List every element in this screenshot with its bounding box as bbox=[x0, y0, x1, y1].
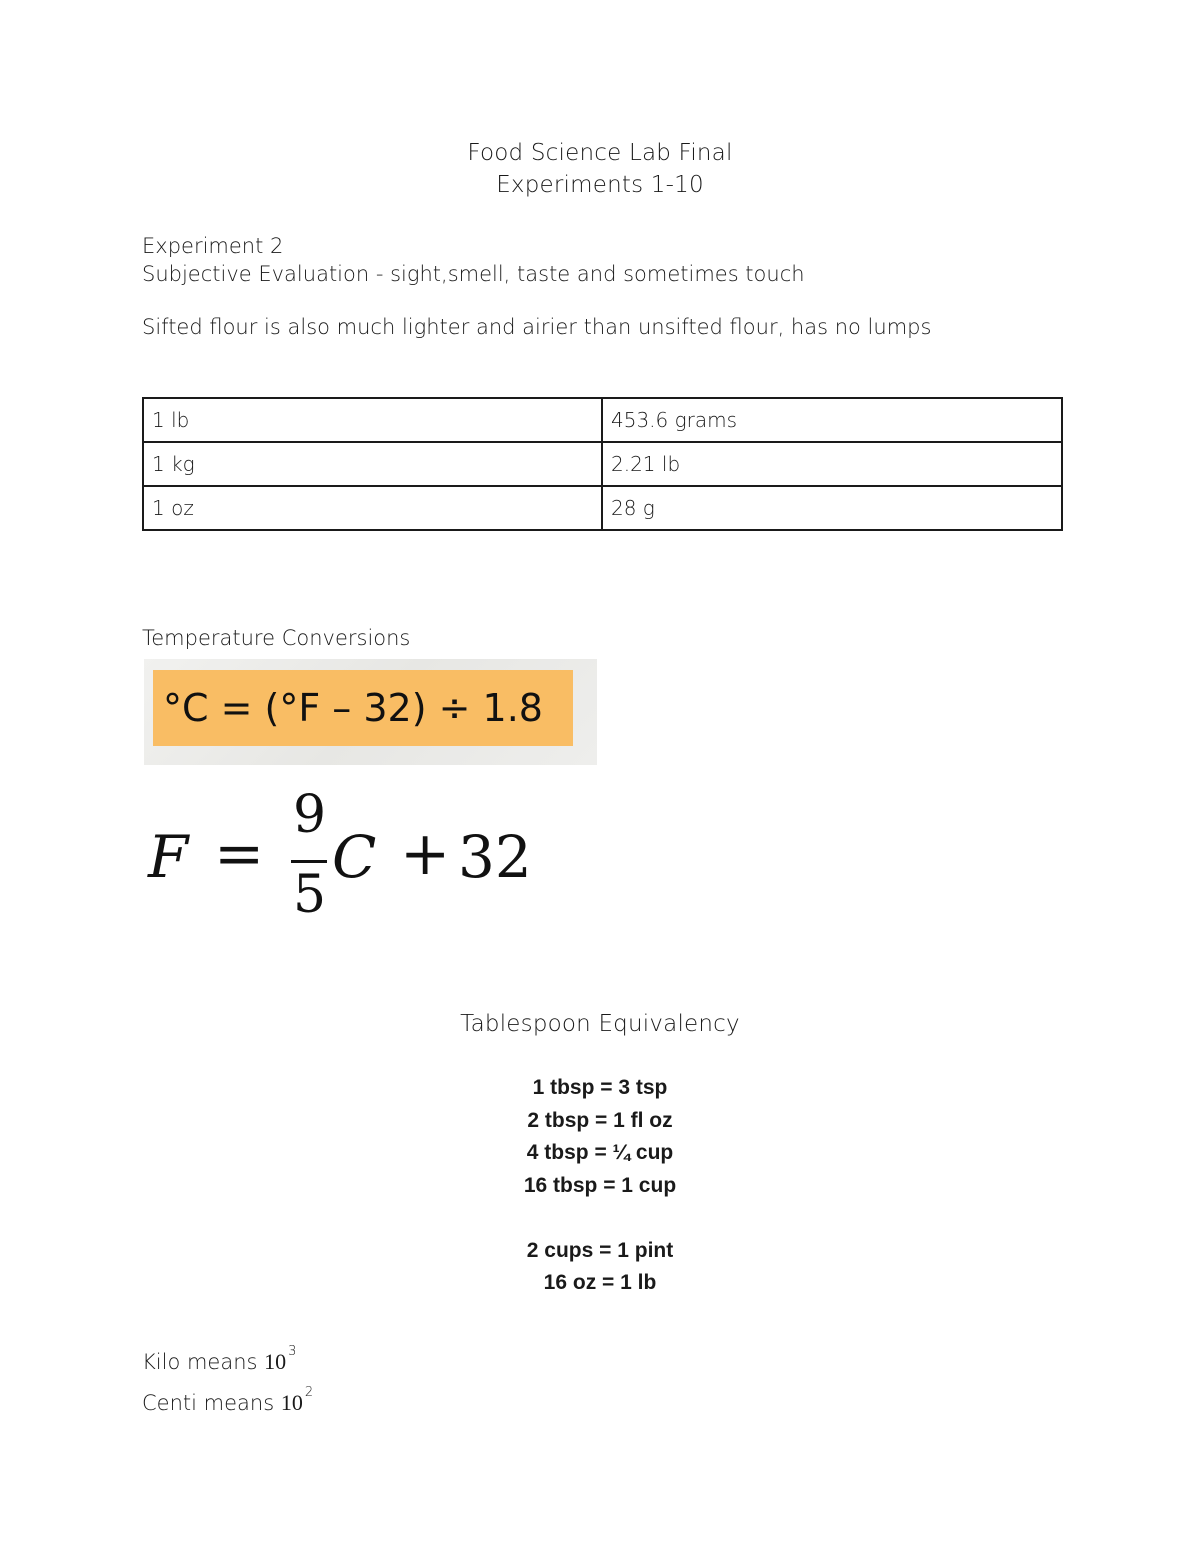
temperature-heading: Temperature Conversions bbox=[142, 626, 411, 650]
prefix-exponent: 3 bbox=[288, 1344, 297, 1359]
table-row bbox=[143, 398, 1062, 442]
celsius-formula-image bbox=[144, 659, 597, 765]
tablespoon-equivalency-line: 16 tbsp = 1 cup bbox=[523, 1174, 677, 1197]
formula-fraction-bar bbox=[291, 860, 327, 863]
table-row bbox=[143, 486, 1062, 530]
formula-f-variable: F bbox=[148, 823, 189, 891]
tablespoon-equivalency-line: 16 oz = 1 lb bbox=[543, 1271, 657, 1294]
tablespoon-equivalency-line: 1 tbsp = 3 tsp bbox=[532, 1076, 668, 1099]
table-cell-unit: 1 oz bbox=[143, 486, 602, 530]
table-cell-equivalent: 453.6 grams bbox=[602, 398, 1062, 442]
tablespoon-equivalency-line: 2 cups = 1 pint bbox=[526, 1239, 674, 1262]
prefix-label: Kilo means bbox=[142, 1350, 265, 1374]
table-cell-equivalent: 2.21 lb bbox=[602, 442, 1062, 486]
weight-conversion-table bbox=[142, 397, 1063, 531]
tablespoon-equivalency-line: 2 tbsp = 1 fl oz bbox=[527, 1109, 673, 1132]
prefix-exponent: 2 bbox=[304, 1385, 314, 1400]
experiment-heading: Experiment 2 bbox=[142, 234, 284, 258]
table-cell-unit: 1 lb bbox=[143, 398, 602, 442]
formula-numerator: 9 bbox=[293, 785, 327, 845]
fahrenheit-formula bbox=[148, 785, 548, 935]
table-cell-equivalent: 28 g bbox=[602, 486, 1062, 530]
centi-prefix-line bbox=[142, 1385, 313, 1416]
document-subtitle: Experiments 1-10 bbox=[496, 172, 704, 198]
celsius-formula: °C = (°F – 32) ÷ 1.8 bbox=[153, 670, 573, 746]
prefix-label: Centi means bbox=[142, 1391, 281, 1415]
tablespoon-heading: Tablespoon Equivalency bbox=[460, 1011, 740, 1037]
table-cell-unit: 1 kg bbox=[143, 442, 602, 486]
document-title: Food Science Lab Final bbox=[467, 140, 733, 166]
prefix-base: 10 bbox=[280, 1390, 303, 1415]
formula-constant: 32 bbox=[458, 823, 532, 891]
formula-plus-sign: + bbox=[400, 819, 451, 889]
tablespoon-equivalency-line: 4 tbsp = ¼ cup bbox=[526, 1141, 674, 1164]
table-row bbox=[143, 442, 1062, 486]
prefix-base: 10 bbox=[264, 1349, 287, 1374]
formula-c-variable: C bbox=[332, 823, 377, 891]
formula-denominator: 5 bbox=[293, 865, 327, 925]
formula-equals-sign: = bbox=[214, 819, 265, 889]
subjective-evaluation-text: Subjective Evaluation - sight,smell, taste and sometimes touch bbox=[142, 262, 805, 286]
flour-note-text: Sifted flour is also much lighter and airier than unsifted flour, has no lumps bbox=[142, 315, 932, 339]
kilo-prefix-line bbox=[142, 1344, 296, 1375]
